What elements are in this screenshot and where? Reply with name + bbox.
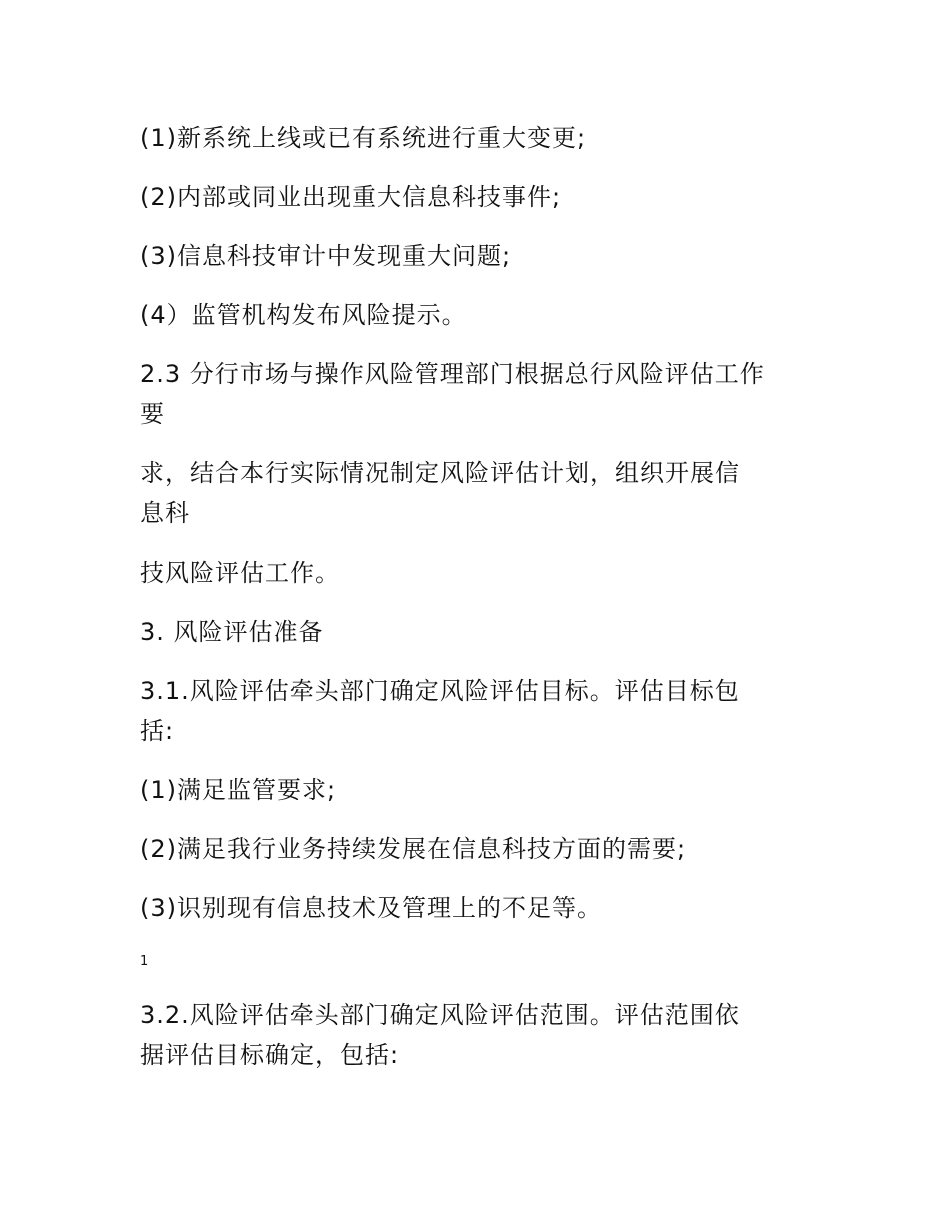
text-line: 求，结合本行实际情况制定风险评估计划，组织开展信 (140, 459, 740, 487)
text-line: 息科 (140, 499, 190, 527)
page-number: 1 (140, 954, 149, 969)
text-line: 据评估目标确定，包括: (140, 1041, 400, 1069)
text-line: (1)满足监管要求; (140, 776, 337, 804)
text-line: 要 (140, 400, 165, 428)
text-line: (1)新系统上线或已有系统进行重大变更; (140, 124, 587, 152)
section-3-1-text: 3.1.风险评估牵头部门确定风险评估目标。评估目标包 (140, 677, 740, 705)
text-line: 技风险评估工作。 (140, 559, 340, 587)
text-line: 括: (140, 717, 175, 745)
text-line: (3)识别现有信息技术及管理上的不足等。 (140, 894, 602, 922)
text-line: (3)信息科技审计中发现重大问题; (140, 242, 512, 270)
text-line: (4）监管机构发布风险提示。 (140, 301, 467, 329)
text-line: (2)内部或同业出现重大信息科技事件; (140, 183, 562, 211)
section-2-3-text: 2.3 分行市场与操作风险管理部门根据总行风险评估工作 (140, 360, 765, 388)
text-line: (2)满足我行业务持续发展在信息科技方面的需要; (140, 835, 687, 863)
section-3-2-text: 3.2.风险评估牵头部门确定风险评估范围。评估范围依 (140, 1001, 740, 1029)
section-3-heading: 3. 风险评估准备 (140, 618, 324, 646)
